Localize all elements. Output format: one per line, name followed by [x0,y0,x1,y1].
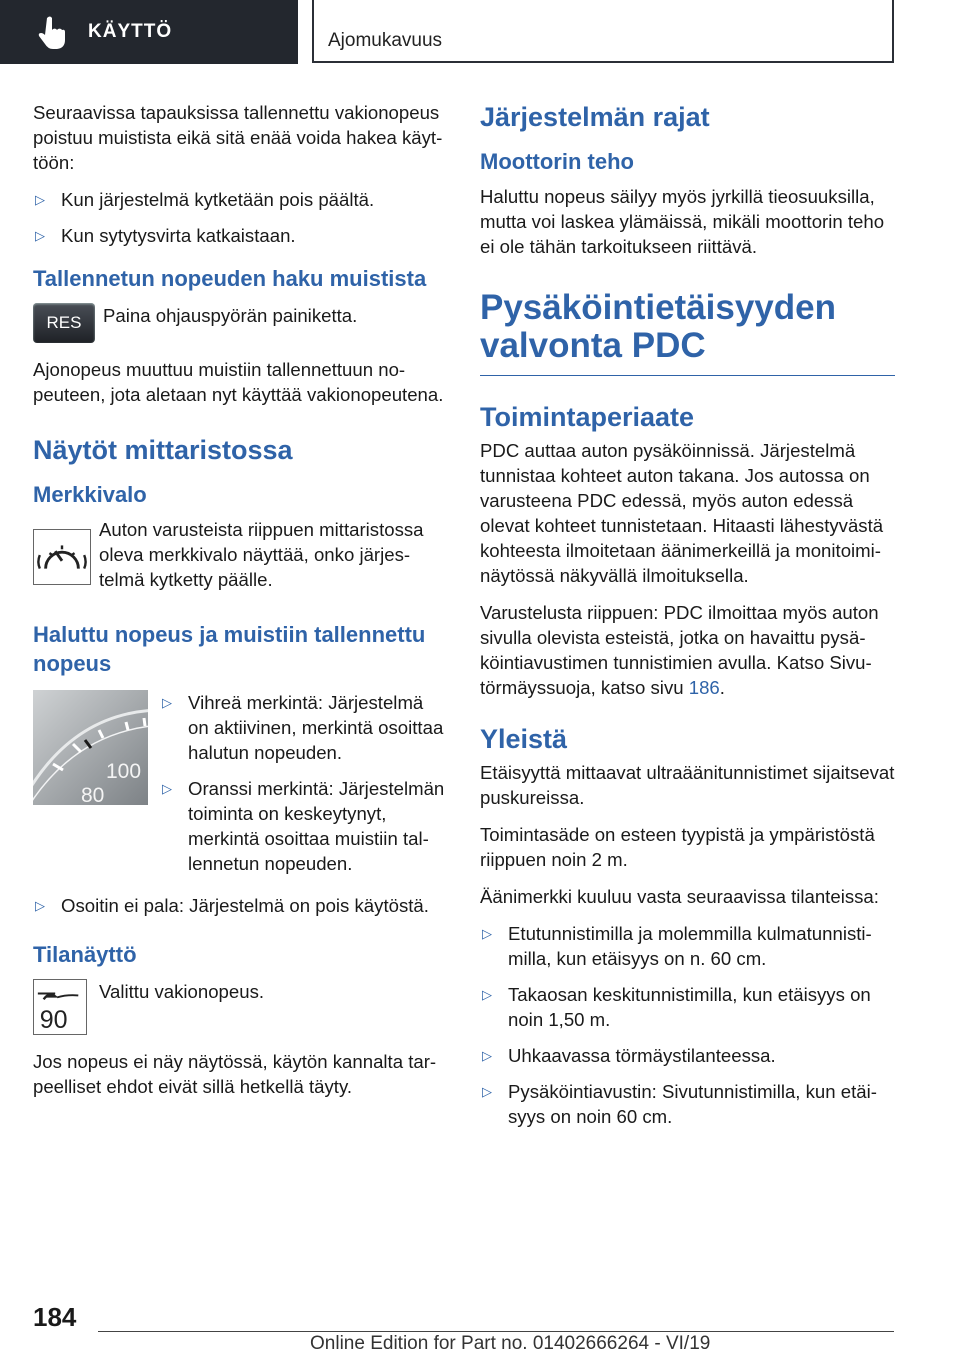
bullet-triangle-icon: ▷ [35,192,45,207]
status-speed-value: 90 [39,1006,68,1034]
general-list [480,921,895,1129]
general-text-3: Äänimerkki kuuluu vasta seuraavissa tilanteissa: [480,886,879,907]
list-item: ▷ Uhkaavassa törmäystilanteessa. [482,1045,776,1066]
left-column [33,100,448,1111]
speed-row [33,690,448,887]
chapter-tab-label: Ajomukavuus [328,30,443,51]
section-tab-label: KÄYTTÖ [88,21,173,42]
section-tab[interactable] [0,0,298,64]
indicator-row [33,517,448,592]
indicator-heading: Merkkivalo [33,482,147,507]
pointing-hand-icon [38,15,66,49]
indicator-text: Auton varusteista riippuen mittaristossa oleva merkkivalo näyttää, onko järjestelmä kytketty päälle. [99,519,424,590]
recall-text: Paina ohjauspyörän painiketta. [103,305,358,326]
list-item: ▷ Vihreä merkintä: Järjestelmä on aktiivinen, merkintä osoittaa halutun nopeuden. [162,692,444,763]
status-note: Jos nopeus ei näy näytössä, käytön kannalta tarpeelliset ehdot eivät sillä hetkellä täyty. [33,1051,437,1097]
bullet-triangle-icon: ▷ [482,987,492,1002]
recall-result: Ajonopeus muuttuu muistiin tallennettuun nopeuteen, jota aletaan nyt käyttää vakionopeutena. [33,359,444,405]
limits-heading: Järjestelmän rajat [480,102,710,132]
speed-value-100: 100 [106,760,142,783]
bullet-triangle-icon: ▷ [35,228,45,243]
bullet-triangle-icon: ▷ [482,1048,492,1063]
speed-list [160,690,448,887]
status-heading: Tilanäyttö [33,942,137,967]
speed-value-80: 80 [81,784,105,805]
list-item: ▷ Oranssi merkintä: Järjestelmän toiminta on keskeytynyt, merkintä osoittaa muistiin tallennetun nopeuden. [162,778,445,874]
list-item: ▷ Kun järjestelmä kytketään pois päältä. [35,189,375,210]
recall-row [33,303,448,343]
page-reference-link[interactable]: 186 [688,677,720,698]
intro-list [33,187,448,248]
list-item: ▷ Takaosan keskitunnistimilla, kun etäisyys on noin 1,50 m. [482,984,871,1030]
displays-heading: Näytöt mittaristossa [33,435,293,465]
speedometer-indicator-icon [33,529,91,585]
engine-text: Haluttu nopeus säilyy myös jyrkillä tieosuuksilla, mutta voi laskea ylämäissä, mikäli moottorin teho ei ole tähän tarkoitukseen riittävä. [480,186,885,257]
bullet-triangle-icon: ▷ [482,1084,492,1099]
list-item: ▷ Pysäköintiavustin: Sivutunnistimilla, kun etäisyys on noin 60 cm. [482,1081,877,1127]
general-heading: Yleistä [480,724,568,754]
list-item: ▷ Kun sytytysvirta katkaistaan. [35,225,296,246]
chapter-tab[interactable] [312,0,894,63]
bullet-triangle-icon: ▷ [162,695,172,710]
pdc-title: Pysäköintietäisyyden valvonta PDC [480,289,895,376]
edition-note: Online Edition for Part no. 01402666264 - VI/19 [310,1333,711,1354]
bullet-triangle-icon: ▷ [162,781,172,796]
recall-heading: Tallennetun nopeuden haku muistista [33,266,427,291]
general-text-2: Toimintasäde on esteen tyypistä ja ympäristöstä riippuen noin 2 m. [480,824,875,870]
page-number: 184 [33,1302,77,1332]
engine-heading: Moottorin teho [480,149,634,174]
speedometer-photo [33,690,148,805]
res-button-icon: RES [33,303,95,343]
footer-divider [98,1331,894,1332]
list-item: ▷ Etutunnistimilla ja molemmilla kulmatunnistimilla, kun etäisyys on n. 60 cm. [482,923,872,969]
list-item: ▷ Osoitin ei pala: Järjestelmä on pois käytöstä. [35,895,429,916]
cruise-speed-status-icon [33,979,87,1035]
intro-text: Seuraavissa tapauksissa tallennettu vakionopeus poistuu muistista eikä sitä enää voida hakea käyttöön: [33,102,443,173]
general-text-1: Etäisyyttä mittaavat ultraäänitunnistimet sijaitsevat puskureissa. [480,762,895,808]
status-text: Valittu vakionopeus. [99,981,265,1002]
principle-heading: Toimintaperiaate [480,402,695,432]
speed-extra-list [33,893,448,918]
principle-text: PDC auttaa auton pysäköinnissä. Järjestelmä tunnistaa kohteet auton takana. Jos autossa on varusteena PDC edessä, myös auton edessä olevat kohteet tunnistetaan. Hitaasti lähestyvästä kohteesta ilmoitetaan äänimerkeillä ja monitoiminäytössä näkyvällä ilmoituksella. [480,440,884,586]
bullet-triangle-icon: ▷ [482,926,492,941]
status-row [33,979,448,1035]
speed-heading: Haluttu nopeus ja muistiin tallennettu nopeus [33,622,426,676]
right-column [480,100,895,1140]
equipment-text: Varustelusta riippuen: PDC ilmoittaa myös auton sivulla olevista esteistä, jotka on havaittu pysäköintiavustimen tunnistimien avulla. Katso Sivutörmäyssuoja, katso sivu 186. [480,602,879,698]
bullet-triangle-icon: ▷ [35,898,45,913]
